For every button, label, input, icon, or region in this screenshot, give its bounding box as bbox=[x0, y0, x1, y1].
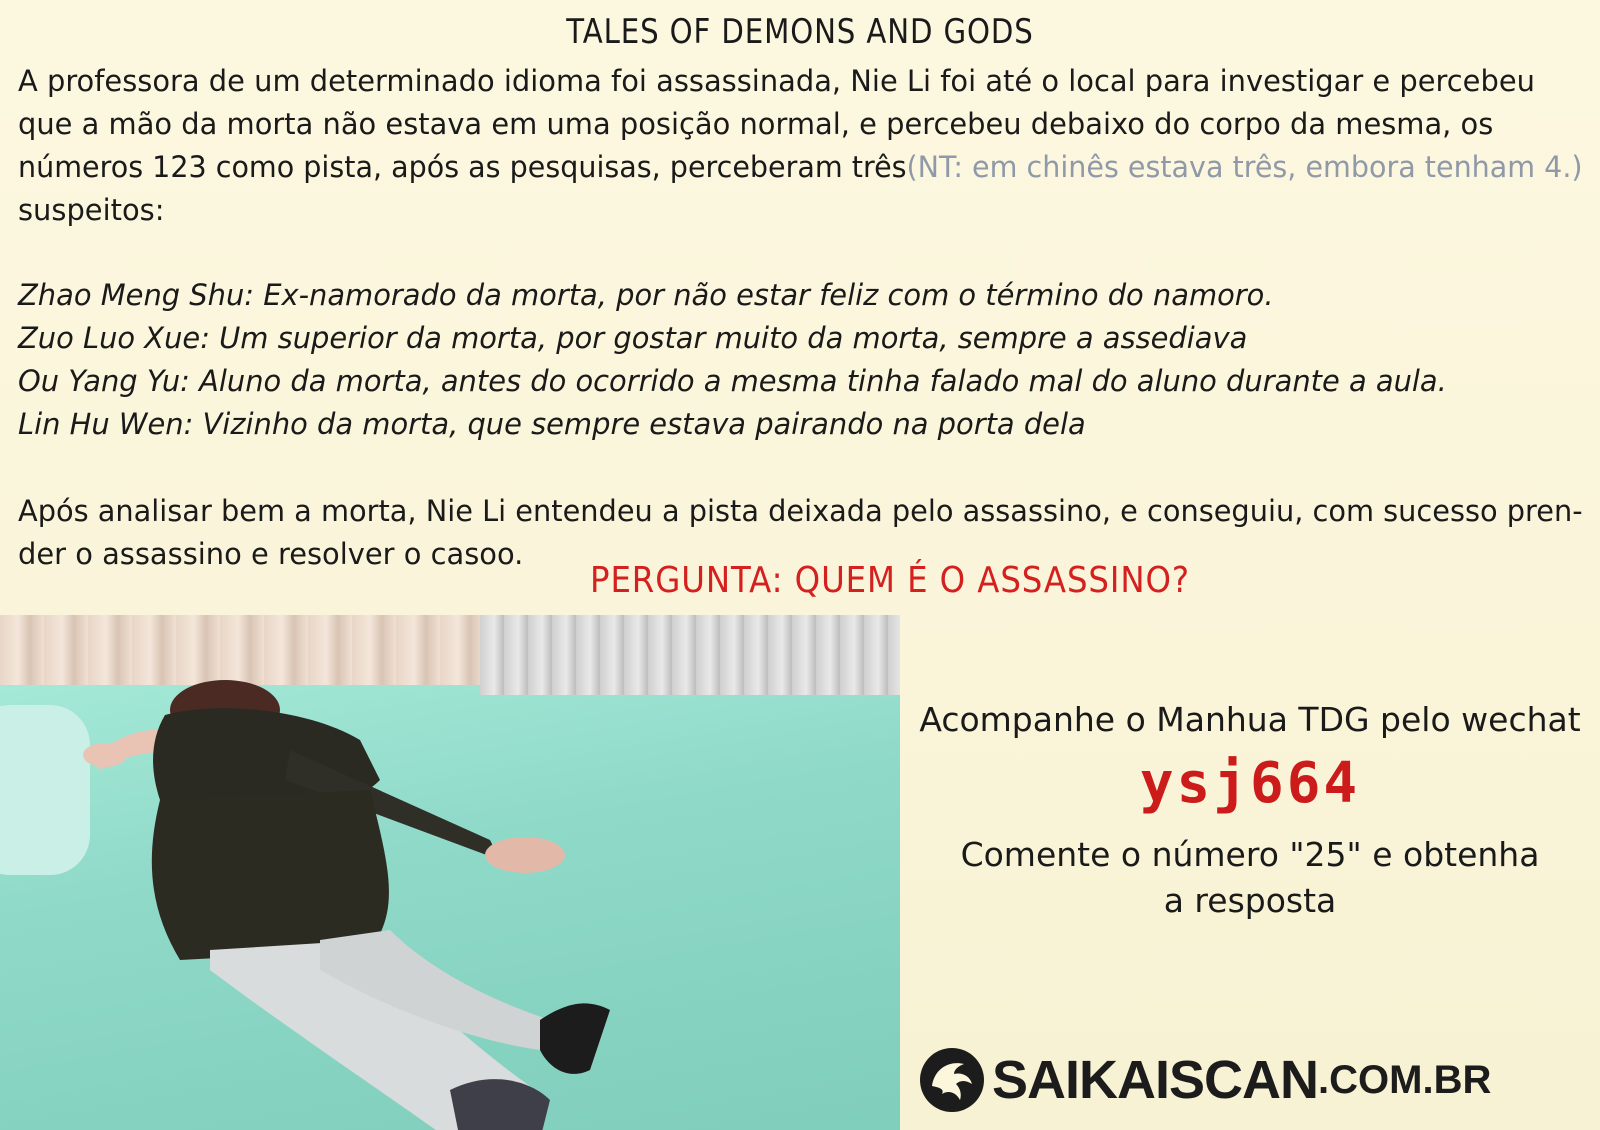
intro-line-text: que a mão da morta não estava em uma posição normal, e percebeu debaixo do corpo da mesma, os bbox=[18, 107, 1494, 141]
intro-line bbox=[18, 103, 1583, 146]
comment-instructions bbox=[905, 832, 1595, 924]
page-title: TALES OF DEMONS AND GODS bbox=[566, 12, 1034, 52]
logo-domain: .COM.BR bbox=[1318, 1057, 1492, 1102]
dragon-logo-icon bbox=[918, 1046, 986, 1114]
comment-line: a resposta bbox=[1163, 881, 1337, 920]
suspect-item: Zhao Meng Shu: Ex-namorado da morta, por não estar feliz com o término do namoro. bbox=[18, 278, 1274, 312]
site-logo[interactable] bbox=[918, 1040, 1491, 1120]
promo-panel bbox=[905, 700, 1595, 924]
logo-brand: SAIKAISCAN bbox=[992, 1050, 1319, 1110]
conclusion-line: der o assassino e resolver o casoo. bbox=[18, 537, 524, 571]
follow-text: Acompanhe o Manhua TDG pelo wechat bbox=[919, 700, 1581, 739]
conclusion-line: Após analisar bem a morta, Nie Li entendeu a pista deixada pelo assassino, e conseguiu, com sucesso pren- bbox=[18, 494, 1583, 528]
crime-scene-photo bbox=[0, 615, 900, 1130]
intro-line bbox=[18, 146, 1583, 189]
intro-line: A professora de um determinado idioma foi assassinada, Nie Li foi até o local para investigar e percebeu bbox=[18, 64, 1535, 98]
intro-line-text: números 123 como pista, após as pesquisas, perceberam três bbox=[18, 150, 907, 184]
intro-line: suspeitos: bbox=[18, 193, 165, 227]
translator-note: (NT: em chinês estava três, embora tenham 4.) bbox=[906, 150, 1583, 184]
intro-paragraph bbox=[18, 60, 1588, 232]
suspect-item: Ou Yang Yu: Aluno da morta, antes do ocorrido a mesma tinha falado mal do aluno durante a aula. bbox=[18, 364, 1447, 398]
comment-line: Comente o número "25" e obtenha bbox=[960, 835, 1540, 874]
question-heading: PERGUNTA: QUEM É O ASSASSINO? bbox=[590, 560, 1190, 601]
suspect-list bbox=[18, 274, 1588, 446]
suspect-item: Lin Hu Wen: Vizinho da morta, que sempre estava pairando na porta dela bbox=[18, 407, 1086, 441]
suspect-item: Zuo Luo Xue: Um superior da morta, por gostar muito da morta, sempre a assediava bbox=[18, 321, 1248, 355]
wechat-code: ysj664 bbox=[1139, 751, 1361, 816]
body-figure bbox=[70, 670, 630, 1130]
